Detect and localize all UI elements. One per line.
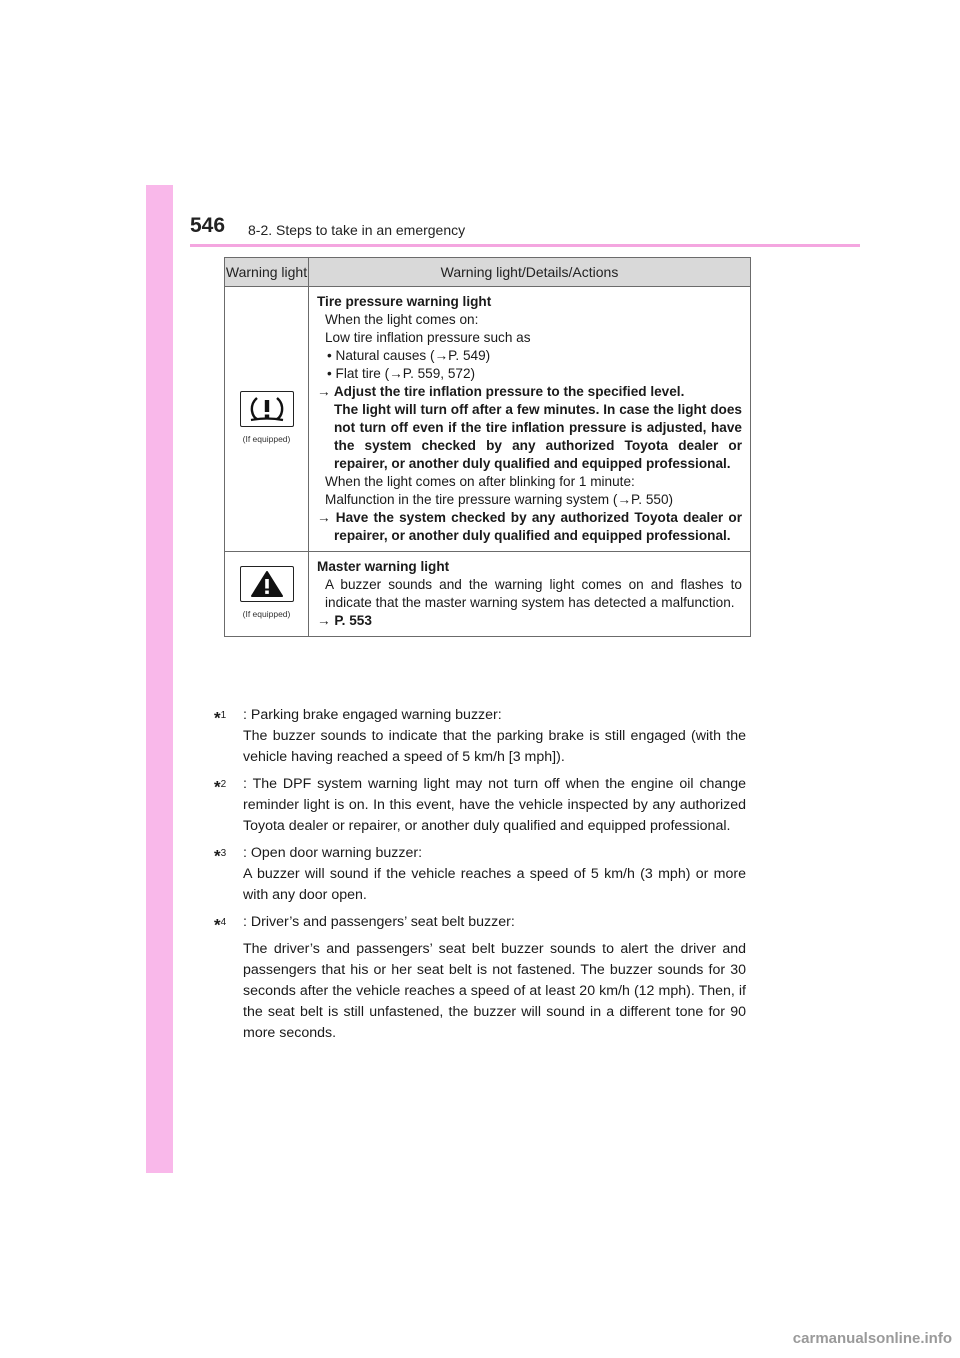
action-text: → P. 553 [317,613,372,628]
chapter-side-band [146,185,173,1173]
tire-pressure-warning-icon [240,391,294,427]
section-title: 8-2. Steps to take in an emergency [248,222,466,238]
bullet-item: • Natural causes (→P. 549) [327,348,491,363]
header-rule [190,244,860,247]
action-text: → Adjust the tire inflation pressure to the specified level. [317,384,685,399]
description-text: A buzzer sounds and the warning light comes on and flashes to indicate that the master warning system has detected a malfunction. [325,577,742,610]
light-title: Tire pressure warning light [317,294,492,309]
footnote-heading: : Driver’s and passengers’ seat belt buzzer: [243,914,515,930]
footnote-marker: *$^2$ [214,777,227,797]
footnote-heading: : Parking brake engaged warning buzzer: [243,707,502,723]
footnote [214,912,746,1044]
footnote [214,774,746,837]
table-header-row [225,258,751,287]
page-header [190,214,860,248]
footnote-heading: : Open door warning buzzer: [243,845,423,861]
icon-caption: (If equipped) [242,608,291,619]
footnote [214,705,746,768]
cause-text: Low tire inflation pressure such as [325,330,531,345]
light-title: Master warning light [317,559,450,574]
watermark: carmanualsonline.info [792,1330,952,1347]
icon-caption: (If equipped) [242,433,291,444]
warning-light-cell [225,287,309,552]
footnote-body: The buzzer sounds to indicate that the parking brake is still engaged (with the vehicle having reached a speed of 5 km/h [3 mph]). [243,728,746,765]
condition-text: When the light comes on: [325,312,479,327]
action-text: → Have the system checked by any authorized Toyota dealer or repairer, or another duly qualified and equipped professional. [317,510,742,543]
footnote [214,843,746,906]
condition-text: When the light comes on after blinking for 1 minute: [325,474,635,489]
footnote-marker: *$^4$ [214,915,227,935]
details-cell [309,287,751,552]
action-detail: The light will turn off after a few minutes. In case the light does not turn off even if the tire inflation pressure is adjusted, have the system checked by any authorized Toyota dealer or repairer, or another duly qualified and equipped professional. [334,402,742,471]
footnote-body: A buzzer will sound if the vehicle reaches a speed of 5 km/h (3 mph) or more with any door open. [243,866,746,903]
table-row [225,552,751,637]
footnote-marker: *$^1$ [214,708,227,728]
bullet-item: • Flat tire (→P. 559, 572) [327,366,476,381]
footnote-marker: *$^3$ [214,846,227,866]
page-number: 546 [190,214,226,237]
details-cell [309,552,751,637]
footnote-body: The driver’s and passengers’ seat belt buzzer sounds to alert the driver and passengers that his or her seat belt is not fastened. The buzzer sounds for 30 seconds after the vehicle reaches a speed of at least 20 km/h (12 mph). Then, if the seat belt is still unfastened, the buzzer will sound in a different tone for 90 more seconds. [243,941,746,1041]
column-header-warning-light: Warning light [225,258,309,287]
warning-light-table [224,257,751,637]
footnotes [214,705,746,1050]
cause-text: Malfunction in the tire pressure warning system (→P. 550) [325,492,674,507]
footnote-heading: : The DPF system warning light may not turn off when the engine oil change reminder light is on. In this event, have the vehicle inspected by any authorized Toyota dealer or repairer, or another duly qualified and equipped professional. [243,776,746,834]
warning-light-cell [225,552,309,637]
table-row [225,287,751,552]
master-warning-icon [240,566,294,602]
column-header-details: Warning light/Details/Actions [309,258,751,287]
